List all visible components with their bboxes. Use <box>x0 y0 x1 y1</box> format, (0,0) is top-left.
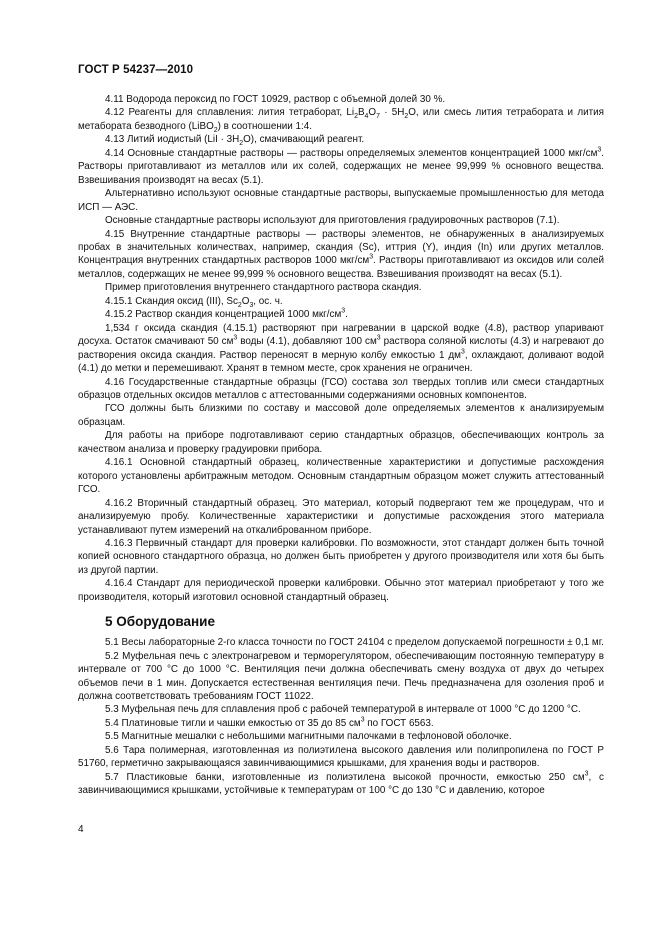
paragraph-work: Для работы на приборе подготавливают серию стандартных образцов, обеспечивающих контроль за качеством анализа и проверку градуировки прибора. <box>78 430 604 455</box>
paragraph-5-6: 5.6 Тара полимерная, изготовленная из полиэтилена высокого давления или полипропилена по ГОСТ Р 51760, герметично закрывающаяся завинчивающимися крышками, для хранения воды и растворов. <box>78 744 604 770</box>
paragraph-5-2: 5.2 Муфельная печь с электронагревом и терморегулятором, обеспечивающим постоянную температуру в интервале от 700 °С до 1000 °С. Вентиляция печи должна обеспечивать смену воздуха от двух до четырех объемов печи в 1 мин. Допускается естественная вентиляция печи. Печь предназначена для озоления проб и должна соответствовать требованиям ГОСТ 11022. <box>78 650 604 703</box>
paragraph-alternative: Альтернативно используют основные стандартные растворы, выпускаемые промышленностью для метода ИСП — АЭС. <box>78 188 604 213</box>
paragraph-4-15: 4.15 Внутренние стандартные растворы — растворы элементов, не обнаруженных в анализируемых пробах в значительных количествах, например, скандия (Sc), иттрия (Y), индия (In) или других металлов. Концентрация внутренних стандартных растворов 1000 мкг/$см^3$. Растворы приготавливают из оксидов или солей металлов, содержащих не менее 99,999 % основного вещества. Взвешивания производят на весах (5.1). <box>78 228 604 280</box>
document-header: ГОСТ Р 54237—2010 <box>78 64 194 76</box>
section-title: 5 Оборудование <box>105 614 215 630</box>
page-content <box>78 93 604 798</box>
paragraph-4-16-1: 4.16.1 Основной стандартный образец, количественные характеристики и допустимые расхождения которого установлены арбитражным методом. Основным стандартным образцом может служить аттестованный ГСО. <box>78 457 604 496</box>
paragraph-5-4: 5.4 Платиновые тигли и чашки емкостью от 35 до 85 $см^3$ по ГОСТ 6563. <box>105 716 434 729</box>
paragraph-4-14: 4.14 Основные стандартные растворы — растворы определяемых элементов концентрацией 1000 мкг/$см^3$. Растворы приготавливают из металлов или их солей, содержащих не менее 99,999 % основного вещества. Взвешивания производят на весах (5.1). <box>78 146 604 186</box>
paragraph-5-5: 5.5 Магнитные мешалки с небольшими магнитными палочками в тефлоновой оболочке. <box>105 731 512 743</box>
paragraph-4-15-1: 4.15.1 Скандия оксид (III), $Sc_2O_3$, ос. ч. <box>105 295 283 309</box>
paragraph-example: Пример приготовления внутреннего стандартного раствора скандия. <box>105 282 422 294</box>
paragraph-4-16-3: 4.16.3 Первичный стандарт для проверки калибровки. По возможности, этот стандарт должен быть точной копией основного стандартного образца, но должен быть приобретен у другого производителя или хотя бы быть из другой партии. <box>78 537 604 576</box>
paragraph-4-12: 4.12 Реагенты для сплавления: лития тетраборат, $Li_2B_4O_7 \cdot 5H_2O$, или смесь лития тетрабората и лития метабората безводного (LiBO$_2$) в соотношении 1:4. <box>78 107 604 134</box>
paragraph-main-solutions: Основные стандартные растворы используют для приготовления градуировочных растворов (7.1). <box>105 215 560 227</box>
paragraph-4-15-2: 4.15.2 Раствор скандия концентрацией 1000 мкг/$см^3$. <box>105 307 348 321</box>
page-number: 4 <box>78 824 84 835</box>
paragraph-5-1: 5.1 Весы лабораторные 2-го класса точности по ГОСТ 24104 с пределом допускаемой погрешности ± 0,1 мг. <box>105 637 604 649</box>
paragraph-scandium-procedure: 1,534 г оксида скандия (4.15.1) растворяют при нагревании в царской водке (4.8), раствор упаривают досуха. Остаток смачивают 50 $см^3$ воды (4.1), добавляют 100 $см^3$ раствора соляной кислоты (4.3) и нагревают до растворения оксида скандия. Раствор переносят в мерную колбу емкостью 1 $дм^3$, охлаждают, доливают водой (4.1) до метки и перемешивают. Хранят в темном месте, срок хранения не ограничен. <box>78 322 604 375</box>
paragraph-5-7: 5.7 Пластиковые банки, изготовленные из полиэтилена высокой прочности, емкостью 250 $см^3$, с завинчивающимися крышками, устойчивые к температурам от 100 °С до 130 °С и давлению, которое <box>78 770 604 797</box>
paragraph-4-16: 4.16 Государственные стандартные образцы (ГСО) состава зол твердых топлив или смеси стандартных образцов отдельных оксидов металлов с аттестованными содержаниями основных компонентов. <box>78 376 604 401</box>
paragraph-gso: ГСО должны быть близкими по составу и массовой доле определяемых элементов к анализируемым образцам. <box>78 403 604 428</box>
paragraph-5-3: 5.3 Муфельная печь для сплавления проб с рабочей температурой в интервале от 1000 °С до 1200 °С. <box>105 704 581 716</box>
paragraph-4-11: 4.11 Водорода пероксид по ГОСТ 10929, раствор с объемной долей 30 %. <box>105 94 446 105</box>
paragraph-4-13: 4.13 Литий иодистый $(LiI \cdot 3H_2O)$, смачивающий реагент. <box>105 134 365 148</box>
paragraph-4-16-4: 4.16.4 Стандарт для периодической проверки калибровки. Обычно этот материал приобретают у того же производителя, который изготовил основной стандартный образец. <box>78 578 604 603</box>
paragraph-4-16-2: 4.16.2 Вторичный стандартный образец. Это материал, который подвергают тем же процедурам, что и анализируемую пробу. Количественные характеристики и допустимые расхождения этого материала устанавливают путем измерений на откалиброванном приборе. <box>78 497 604 536</box>
